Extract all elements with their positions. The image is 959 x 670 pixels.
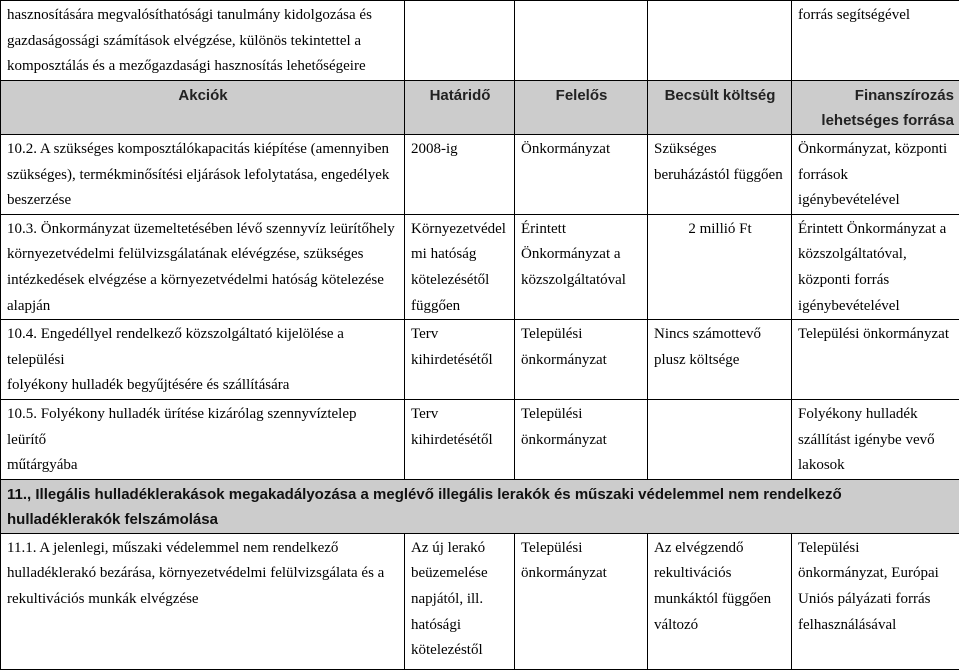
funding-text: Folyékony hulladék szállítást igénybe vevő lakosok: [798, 402, 954, 479]
cost-text: Az elvégzendő rekultivációs munkáktól függően változó: [654, 536, 786, 638]
table-cell-responsible: [515, 214, 648, 319]
table-cell-responsible: [515, 399, 648, 479]
table-cell-funding: [792, 214, 959, 319]
action-text: 10.5. Folyékony hulladék ürítése kizárólag szennyvíztelep leürítő műtárgyába: [7, 402, 399, 479]
table-cell-action: [1, 399, 405, 479]
column-header-funding: [792, 80, 959, 134]
top-funding-text: forrás segítségével: [798, 3, 954, 29]
table-cell-action: [1, 134, 405, 214]
table-row: [1, 214, 959, 319]
table-cell-deadline: [405, 214, 515, 319]
table-cell-top-empty: [405, 1, 515, 81]
table-cell-cost: [648, 134, 792, 214]
section-row: [1, 479, 959, 533]
table-cell-deadline: [405, 533, 515, 669]
table-cell-deadline: [405, 399, 515, 479]
deadline-text: Az új lerakó beüzemelése napjától, ill. hatósági kötelezéstől: [411, 536, 509, 664]
funding-text: Települési önkormányzat: [798, 322, 954, 348]
action-text: 10.4. Engedéllyel rendelkező közszolgáltató kijelölése a települési folyékony hulladék begyűjtésére és szállítására: [7, 322, 399, 399]
funding-header-text: Finanszírozás lehetséges forrása: [798, 83, 954, 134]
action-text: 11.1. A jelenlegi, műszaki védelemmel nem rendelkező hulladéklerakó bezárása, környezetvédelmi felülvizsgálata és a rekultivációs munkák elvégzése: [7, 536, 399, 613]
table-cell-top-empty: [515, 1, 648, 81]
funding-text: Települési önkormányzat, Európai Uniós pályázati forrás felhasználásával: [798, 536, 954, 638]
table-cell-responsible: [515, 320, 648, 400]
top-action-text: hasznosítására megvalósíthatósági tanulmány kidolgozása és gazdaságossági számítások elvégzése, különös tekintettel a komposztálás és a mezőgazdasági hasznosítás lehetőségeire: [7, 3, 399, 80]
table-row: [1, 134, 959, 214]
column-header-deadline: Határidő: [405, 80, 515, 134]
table-cell-top-funding: [792, 1, 959, 81]
table-cell-action: [1, 320, 405, 400]
deadline-text: Terv kihirdetésétől: [411, 322, 509, 373]
table-cell-deadline: [405, 134, 515, 214]
table-cell-funding: [792, 320, 959, 400]
cost-text: Szükséges beruházástól függően: [654, 137, 786, 188]
responsible-text: Települési önkormányzat: [521, 536, 642, 587]
cost-text: Nincs számottevő plusz költsége: [654, 322, 786, 373]
deadline-text: Környezetvédel mi hatóság kötelezésétől függően: [411, 217, 509, 319]
table-cell-action: [1, 533, 405, 669]
funding-text: Önkormányzat, központi források igénybevételével: [798, 137, 954, 214]
funding-text: Érintett Önkormányzat a közszolgáltatóval, központi forrás igénybevételével: [798, 217, 954, 319]
column-header-cost: Becsült költség: [648, 80, 792, 134]
table-cell-deadline: [405, 320, 515, 400]
table-row: [1, 320, 959, 400]
table-cell-cost: [648, 214, 792, 319]
table-cell-funding: [792, 134, 959, 214]
table-cell-top-action: [1, 1, 405, 81]
responsible-text: Önkormányzat: [521, 137, 642, 163]
action-text: 10.2. A szükséges komposztálókapacitás kiépítése (amennyiben szükséges), termékminősítési eljárások lefolytatása, engedélyek beszerzése: [7, 137, 399, 214]
table-cell-cost: [648, 533, 792, 669]
table-header-row: [1, 80, 959, 134]
table-cell-responsible: [515, 134, 648, 214]
table-cell-responsible: [515, 533, 648, 669]
responsible-text: Települési önkormányzat: [521, 322, 642, 373]
table-cell-funding: [792, 533, 959, 669]
table-row: [1, 533, 959, 669]
table-cell-cost: [648, 320, 792, 400]
column-header-responsible: Felelős: [515, 80, 648, 134]
section-title-11: 11., Illegális hulladéklerakások megakadályozása a meglévő illegális lerakók és műszaki védelemmel nem rendelkező hulladéklerakók felszámolása: [1, 479, 959, 533]
table-cell-cost: [648, 399, 792, 479]
deadline-text: Terv kihirdetésétől: [411, 402, 509, 453]
deadline-text: 2008-ig: [411, 137, 509, 163]
table-cell-top-empty: [648, 1, 792, 81]
table-row: [1, 399, 959, 479]
table-cell-funding: [792, 399, 959, 479]
table-row: [1, 1, 959, 81]
action-text: 10.3. Önkormányzat üzemeltetésében lévő szennyvíz leürítőhely környezetvédelmi felülvizsgálatának elévégzése, szükséges intézkedések elvégzése a környezetvédelmi hatóság kötelezése alapján: [7, 217, 399, 319]
column-header-actions: Akciók: [1, 80, 405, 134]
cost-text: 2 millió Ft: [654, 217, 786, 243]
responsible-text: Érintett Önkormányzat a közszolgáltatóval: [521, 217, 642, 294]
responsible-text: Települési önkormányzat: [521, 402, 642, 453]
table-cell-action: [1, 214, 405, 319]
